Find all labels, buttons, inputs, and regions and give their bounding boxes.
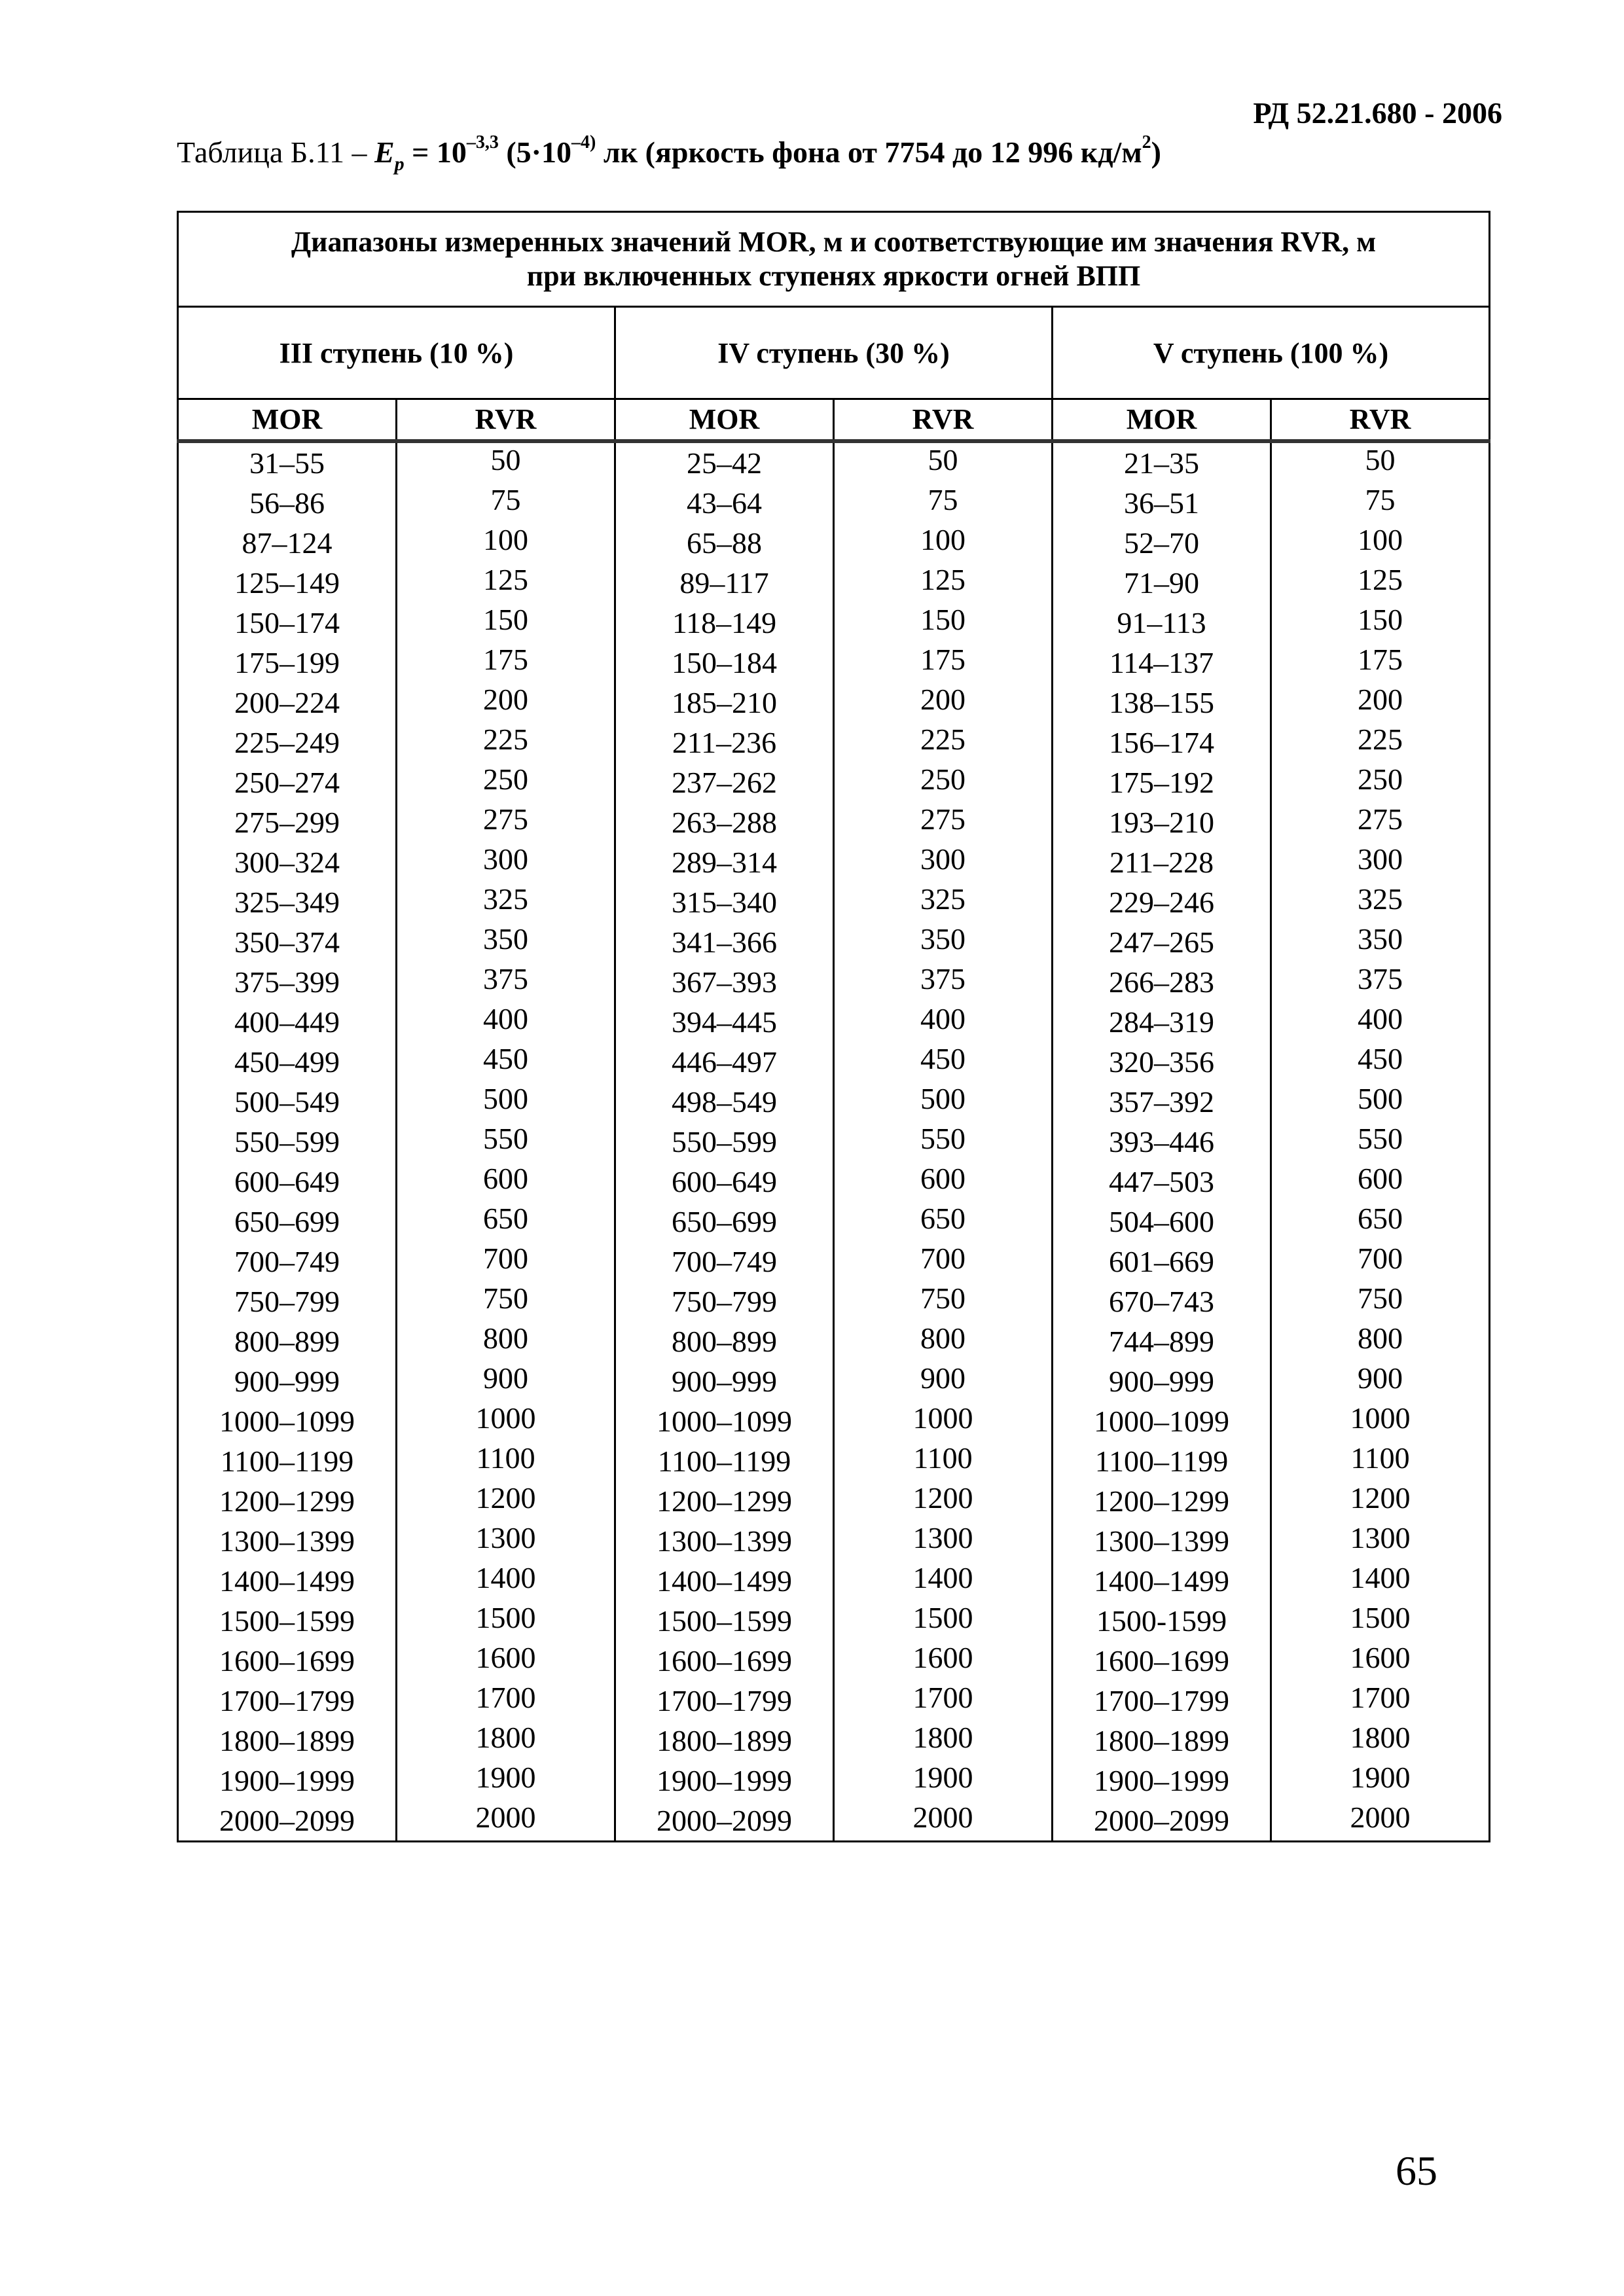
table-body: [178, 441, 1490, 1842]
table-cell-mor: 320–356: [1053, 1042, 1271, 1082]
table-cell-rvr: 450: [834, 1039, 1053, 1079]
table-title-line1: Диапазоны измеренных значений MOR, м и соответствующие им значения RVR, м: [291, 226, 1377, 258]
table-row: [178, 1202, 1490, 1242]
table-cell-mor: 1200–1299: [615, 1481, 834, 1521]
table-cell-rvr: 1700: [834, 1677, 1053, 1717]
table-cell-rvr: 600: [1271, 1158, 1490, 1198]
table-cell-mor: 114–137: [1053, 643, 1271, 683]
table-cell-mor: 1500–1599: [178, 1601, 397, 1641]
table-cell-rvr: 325: [1271, 879, 1490, 919]
table-cell-mor: 2000–2099: [615, 1801, 834, 1842]
column-header-rvr: RVR: [1271, 399, 1490, 442]
caption-e-symbol: E: [374, 135, 395, 169]
table-cell-rvr: 2000: [397, 1797, 615, 1839]
table-row: [178, 1801, 1490, 1842]
table-cell-rvr: 325: [834, 879, 1053, 919]
table-cell-rvr: 650: [1271, 1198, 1490, 1238]
table-cell-rvr: 175: [397, 639, 615, 679]
caption-exponent-3: 2: [1142, 132, 1151, 152]
table-title: [178, 212, 1490, 307]
table-row: [178, 1122, 1490, 1162]
table-cell-mor: 1900–1999: [615, 1761, 834, 1801]
step-header-iii: III ступень (10 %): [178, 307, 615, 399]
caption-background-text: лк (яркость фона от 7754 до 12 996 кд/м: [596, 135, 1142, 169]
table-cell-mor: 375–399: [178, 962, 397, 1002]
table-row: [178, 723, 1490, 762]
table-cell-mor: 900–999: [615, 1361, 834, 1401]
table-cell-rvr: 1500: [1271, 1598, 1490, 1638]
table-cell-rvr: 125: [1271, 560, 1490, 600]
table-cell-rvr: 1200: [397, 1478, 615, 1518]
table-row: [178, 1641, 1490, 1681]
table-row: [178, 523, 1490, 563]
table-cell-rvr: 750: [834, 1278, 1053, 1318]
table-cell-mor: 1400–1499: [178, 1561, 397, 1601]
table-cell-rvr: 1800: [397, 1717, 615, 1757]
table-row: [178, 563, 1490, 603]
table-cell-mor: 43–64: [615, 483, 834, 523]
table-cell-mor: 87–124: [178, 523, 397, 563]
page-number: 65: [1396, 2147, 1437, 2194]
table-cell-mor: 504–600: [1053, 1202, 1271, 1242]
table-cell-mor: 250–274: [178, 762, 397, 802]
caption-e-subscript: p: [394, 153, 405, 175]
table-cell-mor: 1700–1799: [615, 1681, 834, 1721]
table-cell-rvr: 500: [834, 1079, 1053, 1119]
table-cell-rvr: 1600: [834, 1638, 1053, 1677]
table-row: [178, 962, 1490, 1002]
caption-equals: = 10: [404, 135, 467, 169]
table-cell-rvr: 150: [397, 600, 615, 639]
table-cell-rvr: 1700: [397, 1677, 615, 1717]
table-cell-mor: 670–743: [1053, 1282, 1271, 1321]
table-cell-rvr: 1300: [397, 1518, 615, 1558]
table-cell-mor: 1600–1699: [178, 1641, 397, 1681]
table-cell-mor: 1300–1399: [615, 1521, 834, 1561]
table-cell-mor: 225–249: [178, 723, 397, 762]
table-cell-rvr: 1100: [397, 1438, 615, 1478]
table-cell-rvr: 400: [834, 999, 1053, 1039]
step-header-iv: IV ступень (30 %): [615, 307, 1053, 399]
table-cell-mor: 229–246: [1053, 882, 1271, 922]
table-cell-mor: 2000–2099: [178, 1801, 397, 1842]
table-cell-rvr: 1200: [1271, 1478, 1490, 1518]
table-cell-mor: 650–699: [178, 1202, 397, 1242]
table-cell-rvr: 700: [397, 1238, 615, 1278]
table-cell-rvr: 300: [1271, 839, 1490, 879]
table-row: [178, 441, 1490, 483]
table-cell-rvr: 1900: [834, 1757, 1053, 1797]
table-cell-mor: 284–319: [1053, 1002, 1271, 1042]
table-cell-rvr: 350: [397, 919, 615, 959]
table-cell-rvr: 375: [1271, 959, 1490, 999]
table-row: [178, 1321, 1490, 1361]
table-cell-rvr: 900: [834, 1358, 1053, 1398]
table-cell-rvr: 50: [1271, 438, 1490, 480]
table-cell-rvr: 600: [834, 1158, 1053, 1198]
table-cell-mor: 1200–1299: [1053, 1481, 1271, 1521]
table-cell-mor: 900–999: [1053, 1361, 1271, 1401]
table-row: [178, 1082, 1490, 1122]
table-cell-mor: 150–184: [615, 643, 834, 683]
table-cell-mor: 56–86: [178, 483, 397, 523]
table-cell-mor: 275–299: [178, 802, 397, 842]
table-cell-rvr: 75: [397, 480, 615, 520]
table-row: [178, 1601, 1490, 1641]
table-row: [178, 922, 1490, 962]
table-cell-mor: 650–699: [615, 1202, 834, 1242]
table-cell-rvr: 750: [397, 1278, 615, 1318]
table-cell-rvr: 175: [1271, 639, 1490, 679]
table-cell-rvr: 1000: [397, 1398, 615, 1438]
table-row: [178, 1282, 1490, 1321]
table-cell-rvr: 800: [834, 1318, 1053, 1358]
table-cell-mor: 357–392: [1053, 1082, 1271, 1122]
table-cell-mor: 1200–1299: [178, 1481, 397, 1521]
table-cell-rvr: 150: [834, 600, 1053, 639]
table-cell-mor: 446–497: [615, 1042, 834, 1082]
table-cell-rvr: 1500: [397, 1598, 615, 1638]
table-cell-mor: 1100–1199: [1053, 1441, 1271, 1481]
table-cell-mor: 247–265: [1053, 922, 1271, 962]
table-cell-rvr: 225: [834, 719, 1053, 759]
table-cell-mor: 600–649: [615, 1162, 834, 1202]
table-cell-mor: 91–113: [1053, 603, 1271, 643]
table-cell-mor: 341–366: [615, 922, 834, 962]
table-row: [178, 1242, 1490, 1282]
table-cell-mor: 498–549: [615, 1082, 834, 1122]
table-cell-rvr: 1900: [1271, 1757, 1490, 1797]
table-cell-rvr: 175: [834, 639, 1053, 679]
table-cell-rvr: 600: [397, 1158, 615, 1198]
table-row: [178, 1561, 1490, 1601]
caption-closing: ): [1151, 135, 1161, 169]
table-cell-rvr: 225: [1271, 719, 1490, 759]
table-cell-rvr: 200: [397, 679, 615, 719]
table-cell-mor: 367–393: [615, 962, 834, 1002]
table-row: [178, 1361, 1490, 1401]
table-cell-mor: 750–799: [615, 1282, 834, 1321]
table-cell-mor: 393–446: [1053, 1122, 1271, 1162]
caption-exponent-1: –3,3: [466, 132, 499, 152]
table-cell-mor: 52–70: [1053, 523, 1271, 563]
table-cell-rvr: 650: [397, 1198, 615, 1238]
caption-prefix: Таблица Б.11 –: [177, 135, 374, 169]
table-cell-mor: 31–55: [178, 441, 397, 483]
table-cell-rvr: 100: [397, 520, 615, 560]
caption-paren-open: (5·10: [498, 135, 572, 169]
table-cell-mor: 1700–1799: [1053, 1681, 1271, 1721]
table-cell-mor: 1900–1999: [1053, 1761, 1271, 1801]
table-cell-rvr: 225: [397, 719, 615, 759]
table-cell-mor: 211–236: [615, 723, 834, 762]
column-header-rvr: RVR: [834, 399, 1053, 442]
table-cell-mor: 200–224: [178, 683, 397, 723]
table-cell-mor: 1500–1599: [615, 1601, 834, 1641]
table-cell-mor: 138–155: [1053, 683, 1271, 723]
table-cell-mor: 150–174: [178, 603, 397, 643]
table-cell-mor: 65–88: [615, 523, 834, 563]
table-cell-rvr: 100: [1271, 520, 1490, 560]
table-cell-rvr: 1800: [834, 1717, 1053, 1757]
table-caption: [177, 132, 1161, 175]
table-cell-rvr: 700: [1271, 1238, 1490, 1278]
table-cell-rvr: 800: [1271, 1318, 1490, 1358]
table-cell-rvr: 550: [397, 1119, 615, 1158]
table-cell-mor: 300–324: [178, 842, 397, 882]
table-row: [178, 1042, 1490, 1082]
table-cell-rvr: 1400: [1271, 1558, 1490, 1598]
table-cell-rvr: 325: [397, 879, 615, 919]
table-cell-rvr: 250: [397, 759, 615, 799]
table-cell-mor: 500–549: [178, 1082, 397, 1122]
table-cell-mor: 1600–1699: [615, 1641, 834, 1681]
table-row: [178, 683, 1490, 723]
table-cell-rvr: 1100: [834, 1438, 1053, 1478]
table-cell-mor: 1300–1399: [1053, 1521, 1271, 1561]
table-cell-mor: 1700–1799: [178, 1681, 397, 1721]
table-row: [178, 802, 1490, 842]
table-cell-rvr: 650: [834, 1198, 1053, 1238]
caption-exponent-2: –4): [571, 132, 596, 152]
table-cell-mor: 21–35: [1053, 441, 1271, 483]
table-cell-rvr: 1300: [1271, 1518, 1490, 1558]
table-cell-mor: 550–599: [615, 1122, 834, 1162]
table-cell-rvr: 150: [1271, 600, 1490, 639]
table-cell-mor: 800–899: [178, 1321, 397, 1361]
column-header-mor: MOR: [178, 399, 397, 442]
table-row: [178, 1401, 1490, 1441]
column-header-rvr: RVR: [397, 399, 615, 442]
table-cell-mor: 900–999: [178, 1361, 397, 1401]
table-cell-mor: 1300–1399: [178, 1521, 397, 1561]
table-row: [178, 762, 1490, 802]
table-cell-rvr: 350: [834, 919, 1053, 959]
table-cell-mor: 750–799: [178, 1282, 397, 1321]
table-row: [178, 1162, 1490, 1202]
table-cell-mor: 1400–1499: [615, 1561, 834, 1601]
table-cell-rvr: 125: [397, 560, 615, 600]
table-cell-rvr: 350: [1271, 919, 1490, 959]
table-cell-rvr: 2000: [1271, 1797, 1490, 1839]
table-cell-mor: 315–340: [615, 882, 834, 922]
table-row: [178, 603, 1490, 643]
table-cell-rvr: 250: [834, 759, 1053, 799]
table-cell-mor: 1800–1899: [1053, 1721, 1271, 1761]
table-cell-rvr: 375: [834, 959, 1053, 999]
table-cell-mor: 1000–1099: [178, 1401, 397, 1441]
table-cell-mor: 700–749: [178, 1242, 397, 1282]
table-row: [178, 1721, 1490, 1761]
table-cell-rvr: 200: [1271, 679, 1490, 719]
table-row: [178, 882, 1490, 922]
table-cell-rvr: 750: [1271, 1278, 1490, 1318]
table-cell-mor: 1000–1099: [615, 1401, 834, 1441]
table-title-line2: при включенных ступенях яркости огней ВПП: [526, 260, 1141, 292]
table-cell-mor: 125–149: [178, 563, 397, 603]
table-cell-rvr: 275: [397, 799, 615, 839]
table-cell-mor: 600–649: [178, 1162, 397, 1202]
table-cell-rvr: 1300: [834, 1518, 1053, 1558]
document-code: РД 52.21.680 - 2006: [1253, 96, 1502, 130]
table-cell-rvr: 900: [1271, 1358, 1490, 1398]
table-cell-mor: 325–349: [178, 882, 397, 922]
table-cell-mor: 1100–1199: [615, 1441, 834, 1481]
table-row: [178, 842, 1490, 882]
table-cell-rvr: 50: [834, 438, 1053, 480]
table-row: [178, 1681, 1490, 1721]
table-cell-mor: 25–42: [615, 441, 834, 483]
table-cell-mor: 400–449: [178, 1002, 397, 1042]
table-cell-rvr: 2000: [834, 1797, 1053, 1839]
table-cell-rvr: 1700: [1271, 1677, 1490, 1717]
table-cell-rvr: 1600: [1271, 1638, 1490, 1677]
table-cell-mor: 193–210: [1053, 802, 1271, 842]
table-cell-rvr: 275: [834, 799, 1053, 839]
table-cell-mor: 1600–1699: [1053, 1641, 1271, 1681]
table-cell-mor: 36–51: [1053, 483, 1271, 523]
table-cell-mor: 156–174: [1053, 723, 1271, 762]
table-cell-mor: 350–374: [178, 922, 397, 962]
table-cell-rvr: 450: [1271, 1039, 1490, 1079]
table-cell-mor: 89–117: [615, 563, 834, 603]
mor-rvr-table: [177, 211, 1490, 1842]
table-cell-rvr: 400: [1271, 999, 1490, 1039]
table-cell-rvr: 800: [397, 1318, 615, 1358]
step-header-v: V ступень (100 %): [1053, 307, 1490, 399]
table-cell-mor: 550–599: [178, 1122, 397, 1162]
table-row: [178, 1481, 1490, 1521]
table-cell-rvr: 1600: [397, 1638, 615, 1677]
table-cell-mor: 263–288: [615, 802, 834, 842]
table-cell-mor: 175–199: [178, 643, 397, 683]
table-cell-mor: 1500-1599: [1053, 1601, 1271, 1641]
table-cell-mor: 211–228: [1053, 842, 1271, 882]
table-cell-rvr: 900: [397, 1358, 615, 1398]
table-row: [178, 1441, 1490, 1481]
table-cell-rvr: 700: [834, 1238, 1053, 1278]
table-cell-mor: 175–192: [1053, 762, 1271, 802]
table-cell-rvr: 1400: [834, 1558, 1053, 1598]
table-cell-rvr: 1100: [1271, 1438, 1490, 1478]
table-cell-rvr: 50: [397, 438, 615, 480]
table-cell-mor: 237–262: [615, 762, 834, 802]
table-cell-rvr: 500: [1271, 1079, 1490, 1119]
table-cell-rvr: 500: [397, 1079, 615, 1119]
table-cell-mor: 394–445: [615, 1002, 834, 1042]
table-cell-rvr: 1900: [397, 1757, 615, 1797]
table-row: [178, 643, 1490, 683]
table-cell-rvr: 1200: [834, 1478, 1053, 1518]
table-cell-mor: 744–899: [1053, 1321, 1271, 1361]
table-cell-mor: 601–669: [1053, 1242, 1271, 1282]
table-cell-mor: 185–210: [615, 683, 834, 723]
table-row: [178, 1761, 1490, 1801]
table-cell-rvr: 300: [397, 839, 615, 879]
table-cell-rvr: 250: [1271, 759, 1490, 799]
table-cell-rvr: 1400: [397, 1558, 615, 1598]
table-row: [178, 1002, 1490, 1042]
table-cell-rvr: 375: [397, 959, 615, 999]
table-cell-mor: 1100–1199: [178, 1441, 397, 1481]
table-cell-rvr: 1000: [834, 1398, 1053, 1438]
table-cell-rvr: 1500: [834, 1598, 1053, 1638]
table-cell-rvr: 125: [834, 560, 1053, 600]
table-cell-rvr: 300: [834, 839, 1053, 879]
table-cell-mor: 266–283: [1053, 962, 1271, 1002]
table-cell-mor: 1800–1899: [178, 1721, 397, 1761]
table-row: [178, 1521, 1490, 1561]
table-cell-rvr: 400: [397, 999, 615, 1039]
table-cell-rvr: 100: [834, 520, 1053, 560]
table-cell-rvr: 200: [834, 679, 1053, 719]
table-cell-mor: 450–499: [178, 1042, 397, 1082]
table-cell-rvr: 550: [834, 1119, 1053, 1158]
table-cell-mor: 700–749: [615, 1242, 834, 1282]
table-cell-rvr: 550: [1271, 1119, 1490, 1158]
table-cell-mor: 1800–1899: [615, 1721, 834, 1761]
table-cell-mor: 447–503: [1053, 1162, 1271, 1202]
table-cell-mor: 1400–1499: [1053, 1561, 1271, 1601]
table-row: [178, 483, 1490, 523]
table-cell-mor: 2000–2099: [1053, 1801, 1271, 1842]
table-cell-mor: 1900–1999: [178, 1761, 397, 1801]
table-cell-rvr: 75: [1271, 480, 1490, 520]
table-cell-rvr: 275: [1271, 799, 1490, 839]
table-cell-rvr: 1800: [1271, 1717, 1490, 1757]
table-cell-rvr: 450: [397, 1039, 615, 1079]
table-cell-mor: 71–90: [1053, 563, 1271, 603]
table-cell-mor: 289–314: [615, 842, 834, 882]
table-cell-rvr: 1000: [1271, 1398, 1490, 1438]
table-cell-mor: 800–899: [615, 1321, 834, 1361]
table-cell-mor: 1000–1099: [1053, 1401, 1271, 1441]
column-header-mor: MOR: [1053, 399, 1271, 442]
column-header-mor: MOR: [615, 399, 834, 442]
table-cell-mor: 118–149: [615, 603, 834, 643]
table-cell-rvr: 75: [834, 480, 1053, 520]
